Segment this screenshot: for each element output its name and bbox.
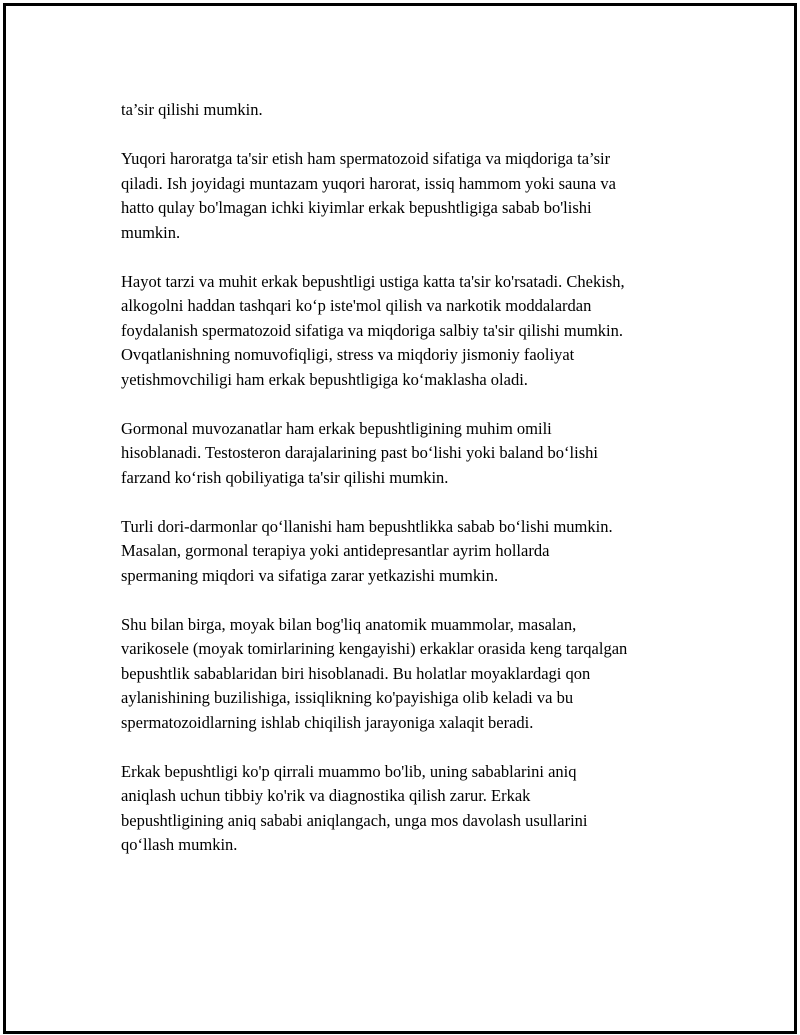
text-line: bepushtligining aniq sababi aniqlangach, unga mos davolash usullarini <box>121 810 588 830</box>
text-line: Erkak bepushtligi ko'p qirrali muammo bo'lib, uning sabablarini aniq <box>121 761 577 781</box>
text-line: bepushtlik sabablaridan biri hisoblanadi. Bu holatlar moyaklardagi qon <box>121 663 591 683</box>
text-line: farzand ko‘rish qobiliyatiga ta'sir qilishi mumkin. <box>121 467 449 487</box>
text-line: ta’sir qilishi mumkin. <box>121 100 263 119</box>
text-line: aniqlash uchun tibbiy ko'rik va diagnostika qilish zarur. Erkak <box>121 786 531 805</box>
text-line: varikosele (moyak tomirlarining kengayishi) erkaklar orasida keng tarqalgan <box>121 639 628 658</box>
text-line: qo‘llash mumkin. <box>121 835 238 854</box>
paragraph-5 <box>121 515 701 589</box>
text-line: Masalan, gormonal terapiya yoki antidepresantlar ayrim hollarda <box>121 541 550 560</box>
text-line: foydalanish spermatozoid sifatiga va miqdoriga salbiy ta'sir qilishi mumkin. <box>121 320 624 340</box>
document-body <box>121 98 701 882</box>
text-line: Yuqori haroratga ta'sir etish ham spermatozoid sifatiga va miqdoriga ta’sir <box>121 149 611 168</box>
paragraph-3 <box>121 270 701 393</box>
text-line: qiladi. Ish joyidagi muntazam yuqori harorat, issiq hammom yoki sauna va <box>121 173 616 193</box>
text-line: hisoblanadi. Testosteron darajalarining past bo‘lishi yoki baland bo‘lishi <box>121 443 598 462</box>
paragraph-1 <box>121 98 701 123</box>
paragraph-6 <box>121 613 701 736</box>
text-line: hatto qulay bo'lmagan ichki kiyimlar erkak bepushtligiga sabab bo'lishi <box>121 198 592 217</box>
text-line: Ovqatlanishning nomuvofiqligi, stress va miqdoriy jismoniy faoliyat <box>121 345 575 364</box>
text-line: Gormonal muvozanatlar ham erkak bepushtligining muhim omili <box>121 418 552 438</box>
text-line: Turli dori-darmonlar qo‘llanishi ham bepushtlikka sabab bo‘lishi mumkin. <box>121 516 613 536</box>
page-frame <box>3 3 797 1034</box>
text-line: alkogolni haddan tashqari ko‘p iste'mol qilish va narkotik moddalardan <box>121 296 592 315</box>
text-line: aylanishining buzilishiga, issiqlikning ko'payishiga olib keladi va bu <box>121 688 574 707</box>
text-line: Shu bilan birga, moyak bilan bog'liq anatomik muammolar, masalan, <box>121 614 577 634</box>
text-line: Hayot tarzi va muhit erkak bepushtligi ustiga katta ta'sir ko'rsatadi. Chekish, <box>121 271 625 291</box>
paragraph-4 <box>121 417 701 491</box>
paragraph-7 <box>121 760 701 858</box>
text-line: spermatozoidlarning ishlab chiqilish jarayoniga xalaqit beradi. <box>121 712 534 732</box>
text-line: yetishmovchiligi ham erkak bepushtligiga ko‘maklasha oladi. <box>121 369 528 389</box>
text-line: spermaning miqdori va sifatiga zarar yetkazishi mumkin. <box>121 565 499 585</box>
paragraph-2 <box>121 147 701 245</box>
text-line: mumkin. <box>121 222 181 242</box>
